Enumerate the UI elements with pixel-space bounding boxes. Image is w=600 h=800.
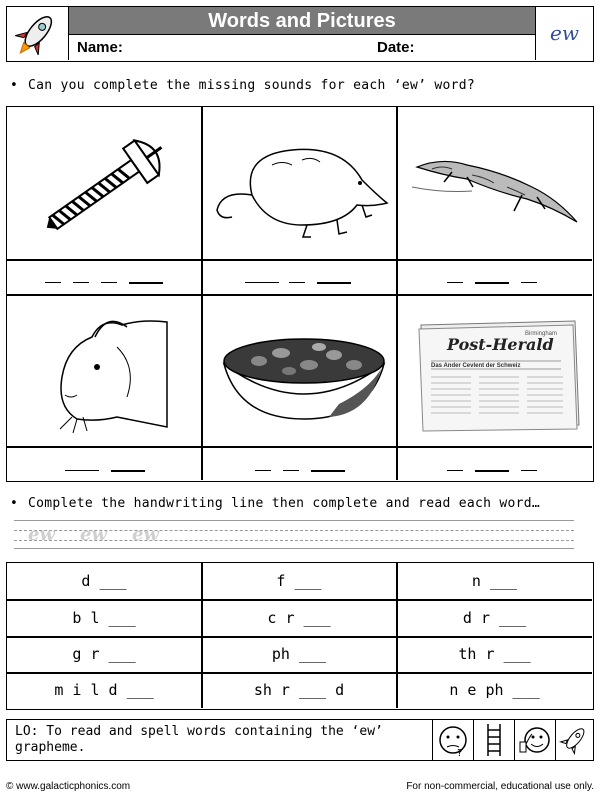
newspaper-subline: Birmingham (525, 331, 558, 337)
bullet: • (10, 496, 18, 511)
word-cell[interactable]: n ___ (471, 572, 518, 590)
screw-icon (31, 125, 181, 245)
newspaper-headline: Das Ander Cevlent der Schweiz (431, 363, 521, 369)
grid-divider (7, 446, 592, 448)
learning-objective (6, 719, 594, 761)
newspaper-masthead: Post-Herald (447, 335, 554, 354)
word-cell[interactable]: f ___ (276, 572, 322, 590)
instruction-2: Complete the handwriting line then complete and read each word… (28, 496, 540, 511)
footer-copyright: © www.galacticphonics.com (6, 781, 131, 792)
handwriting-guide (14, 520, 574, 521)
table-divider (7, 599, 592, 601)
table-divider (7, 636, 592, 638)
letter-blank[interactable] (255, 470, 271, 471)
word-cell[interactable]: d r ___ (462, 609, 527, 627)
picture-grid (6, 106, 594, 482)
word-cell[interactable]: g r ___ (72, 645, 136, 663)
handwriting-sample: ew (80, 524, 107, 545)
date-label: Date: (377, 39, 415, 56)
instruction-1: Can you complete the missing sounds for each ‘ew’ word? (28, 78, 475, 93)
letter-blank[interactable] (317, 282, 351, 284)
ladder-icon[interactable] (473, 720, 513, 760)
letter-blank[interactable] (101, 282, 117, 283)
word-cell[interactable]: ph ___ (271, 645, 327, 663)
name-label: Name: (77, 39, 123, 56)
letter-blank[interactable] (521, 470, 537, 471)
letter-blank[interactable] (475, 282, 509, 284)
shrew-icon (212, 125, 392, 250)
handwriting-line[interactable] (0, 516, 600, 556)
worksheet-header (6, 6, 594, 62)
svg-text:?: ? (457, 748, 463, 759)
stew-icon (219, 329, 389, 424)
thumbs-up-icon[interactable] (514, 720, 554, 760)
logo-box (7, 7, 69, 60)
letter-blank[interactable] (45, 282, 61, 283)
ewe-icon (47, 307, 177, 437)
rocket-icon[interactable] (555, 720, 592, 760)
footer-usage-note: For non-commercial, educational use only. (406, 781, 594, 792)
letter-blank[interactable] (289, 282, 305, 283)
grid-divider (7, 294, 592, 296)
letter-blank[interactable] (283, 470, 299, 471)
word-cell[interactable]: sh r ___ d (253, 681, 345, 699)
word-cell[interactable]: n e ph ___ (449, 681, 540, 699)
word-cell[interactable]: c r ___ (267, 609, 331, 627)
rocket-icon (7, 7, 67, 59)
letter-blank[interactable] (129, 282, 163, 284)
newt-icon (412, 137, 582, 227)
handwriting-sample: ew (28, 524, 55, 545)
word-cell[interactable]: th r ___ (458, 645, 531, 663)
lo-text: LO: To read and spell words containing the ‘ew’ grapheme. (15, 724, 383, 755)
table-divider (7, 672, 592, 674)
word-cell[interactable]: m i l d ___ (54, 681, 154, 699)
bullet: • (10, 78, 18, 93)
letter-blank[interactable] (73, 282, 89, 283)
letter-blank[interactable] (521, 282, 537, 283)
grapheme-tag: ew (535, 7, 593, 60)
letter-blank[interactable] (311, 470, 345, 472)
confused-face-icon[interactable] (432, 720, 472, 760)
letter-blank[interactable] (447, 282, 463, 283)
letter-blank[interactable] (111, 470, 145, 472)
handwriting-guide (14, 548, 574, 549)
word-table (6, 562, 594, 710)
page-title: Words and Pictures (69, 7, 535, 35)
letter-blank[interactable] (245, 282, 279, 283)
handwriting-sample: ew (132, 524, 159, 545)
grid-divider (7, 259, 592, 261)
letter-blank[interactable] (475, 470, 509, 472)
word-cell[interactable]: d ___ (81, 572, 127, 590)
letter-blank[interactable] (65, 470, 99, 471)
newspaper-icon (417, 317, 582, 432)
word-cell[interactable]: b l ___ (72, 609, 136, 627)
letter-blank[interactable] (447, 470, 463, 471)
